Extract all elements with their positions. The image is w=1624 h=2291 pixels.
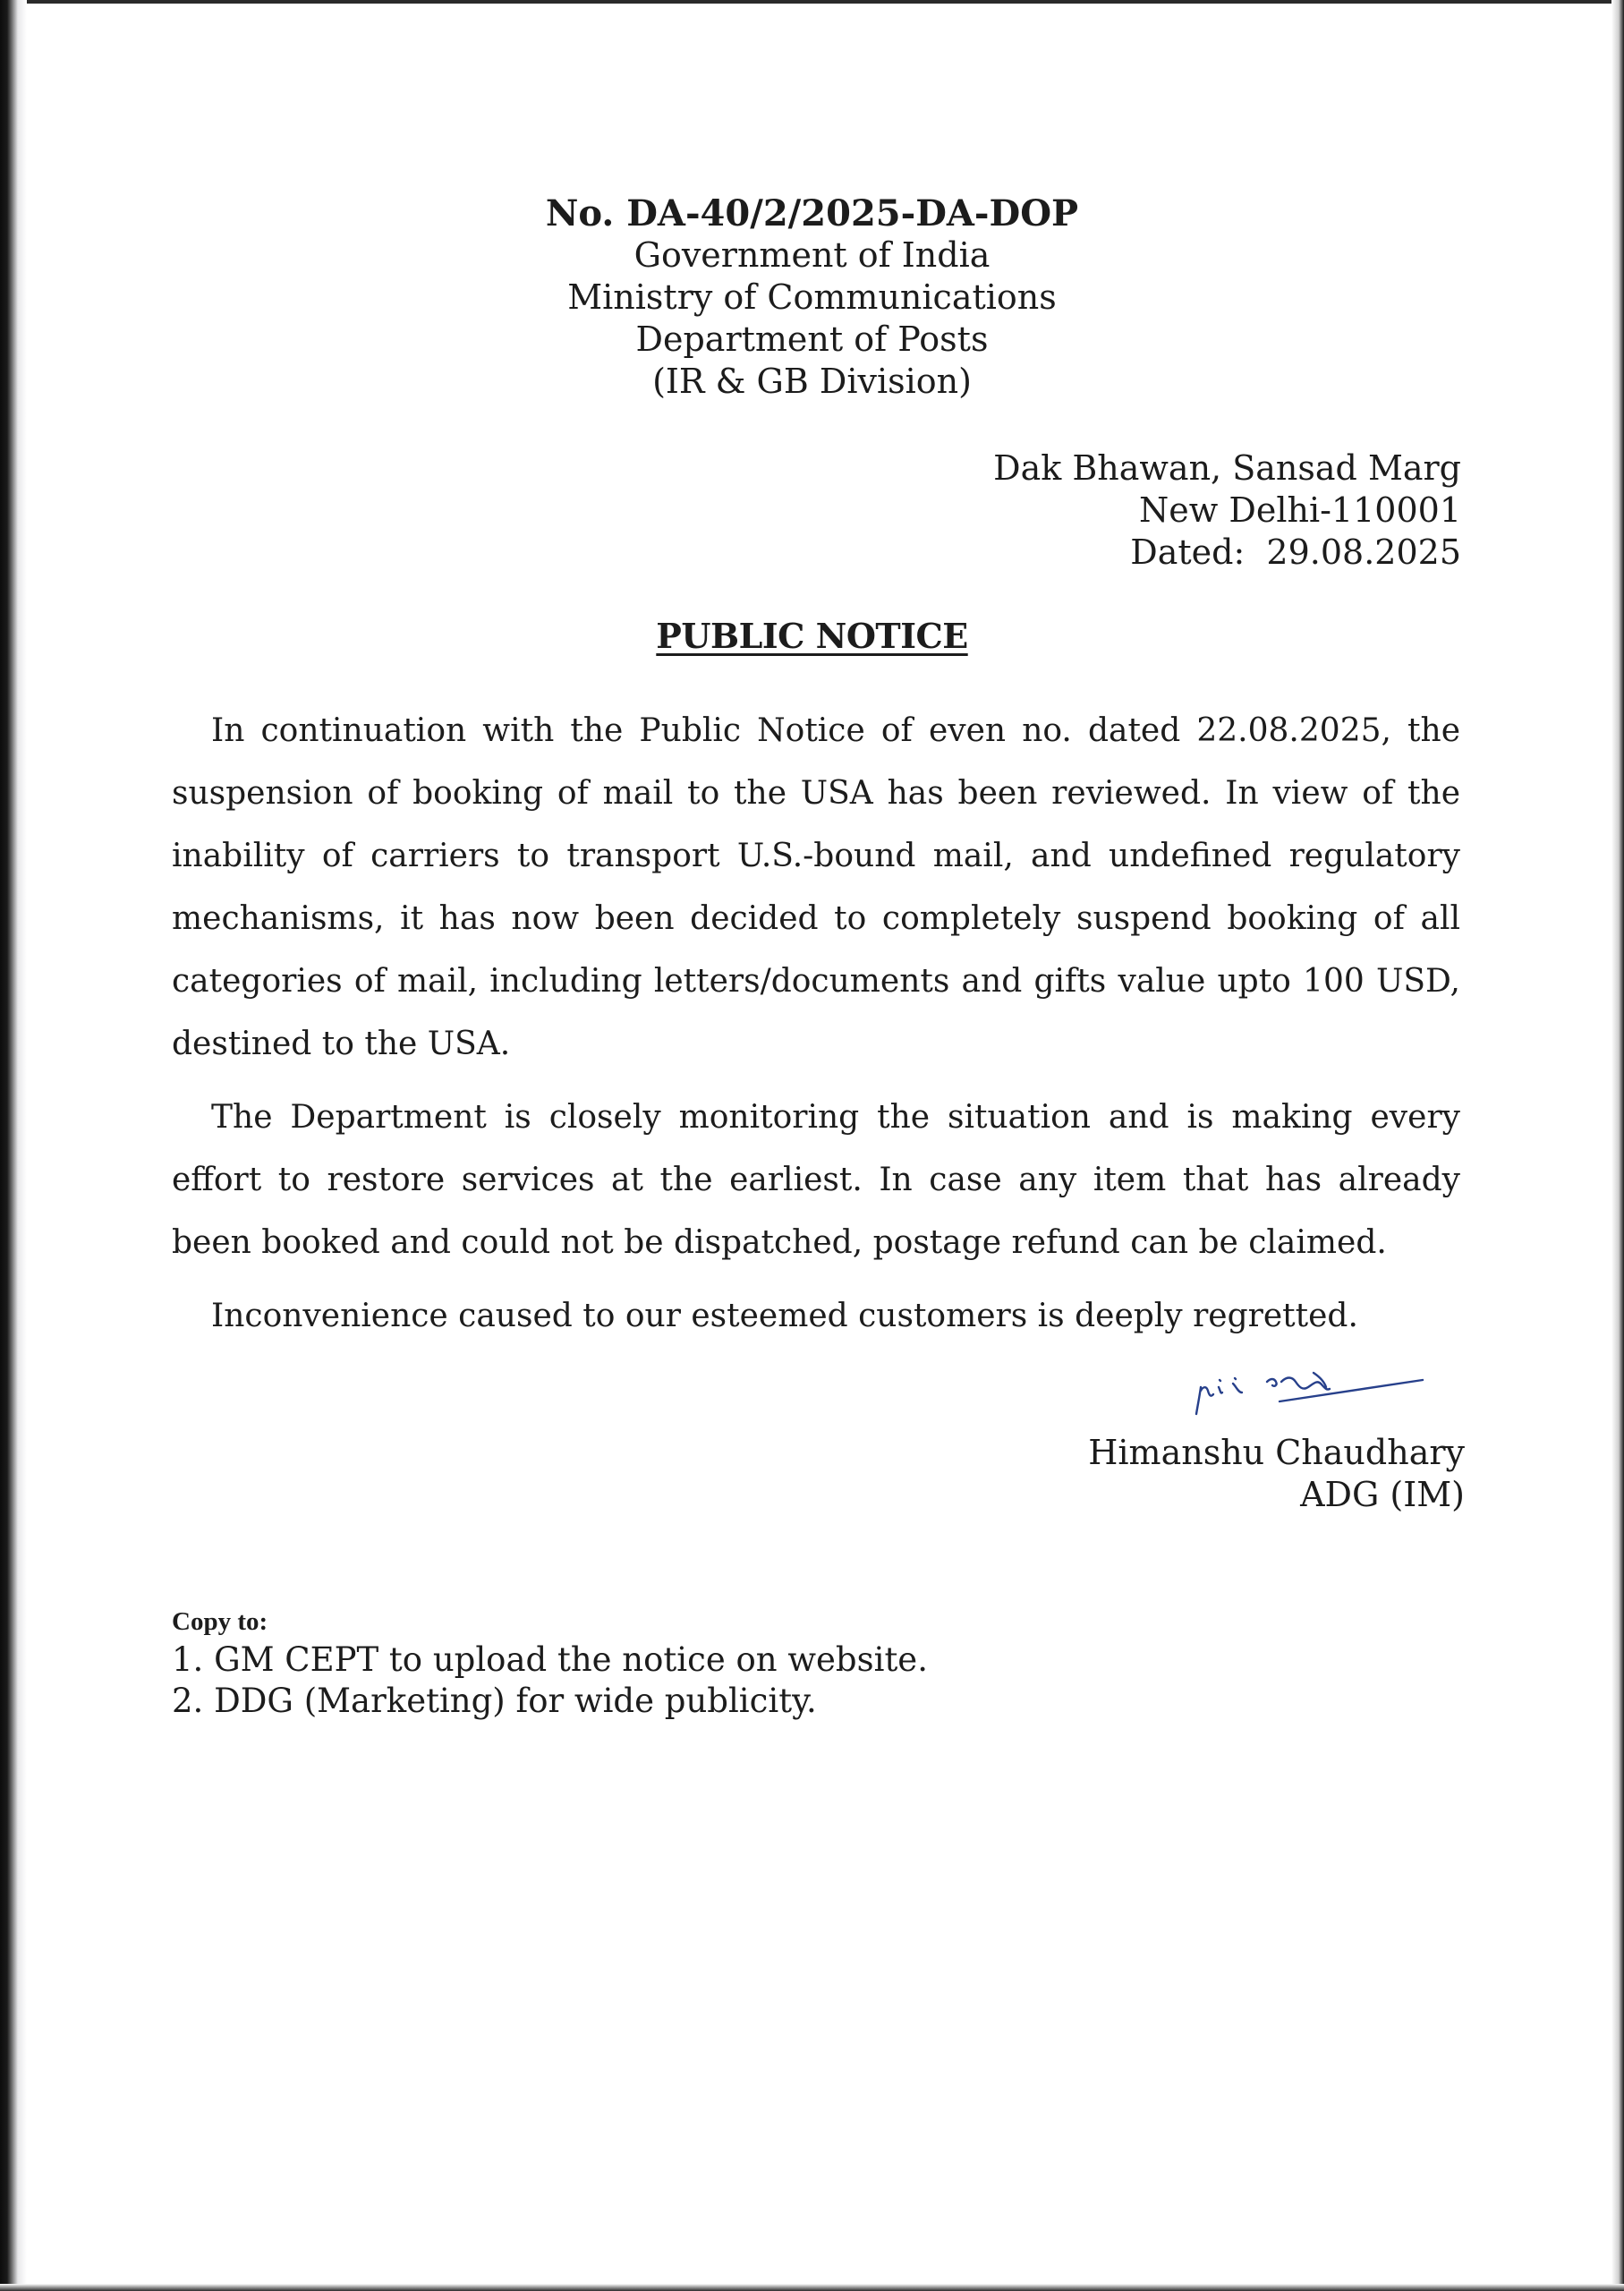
copy-to-block: [172, 1604, 928, 1722]
address-line-1: Dak Bhawan, Sansad Marg: [993, 448, 1461, 488]
govt-line: Government of India: [633, 235, 991, 275]
address-block: [993, 447, 1461, 574]
scan-edge-bottom: [0, 2284, 1624, 2291]
notice-title: PUBLIC NOTICE: [656, 616, 968, 656]
reference-number: No. DA-40/2/2025-DA-DOP: [545, 192, 1079, 234]
signature-strokes: [1196, 1373, 1423, 1414]
dated-line: Dated: 29.08.2025: [1130, 532, 1461, 572]
division-line: (IR & GB Division): [652, 362, 972, 401]
signatory-name: Himanshu Chaudhary: [1088, 1433, 1465, 1472]
paragraph-3: Inconvenience caused to our esteemed customers is deeply regretted.: [211, 1298, 1358, 1334]
copy-to-item: 1. GM CEPT to upload the notice on website.: [172, 1640, 928, 1679]
department-line: Department of Posts: [635, 319, 989, 359]
letterhead: [0, 192, 1624, 403]
paragraph-1: In continuation with the Public Notice of even no. dated 22.08.2025, the suspension of booking of mail to the USA has been reviewed. In view of the inability of carriers to transport U.S.-bound mail, and undefined regulatory mechanisms, it has now been decided to completely suspend booking of all categories of mail, including letters/documents and gifts value upto 100 USD, destined to the USA.: [172, 712, 1460, 1062]
copy-to-item: 2. DDG (Marketing) for wide publicity.: [172, 1682, 817, 1720]
notice-body: [172, 700, 1460, 1358]
signature-image: [1181, 1360, 1432, 1423]
signatory-designation: ADG (IM): [1300, 1475, 1465, 1514]
copy-to-label: Copy to:: [172, 1607, 268, 1636]
paragraph-2: The Department is closely monitoring the situation and is making every effort to restore services at the earliest. In case any item that has already been booked and could not be dispatched, postage refund can be claimed.: [172, 1099, 1460, 1261]
address-line-2: New Delhi-110001: [1139, 490, 1461, 530]
ministry-line: Ministry of Communications: [567, 277, 1057, 317]
signatory-block: [1088, 1432, 1465, 1516]
scan-edge-top: [0, 0, 1624, 4]
